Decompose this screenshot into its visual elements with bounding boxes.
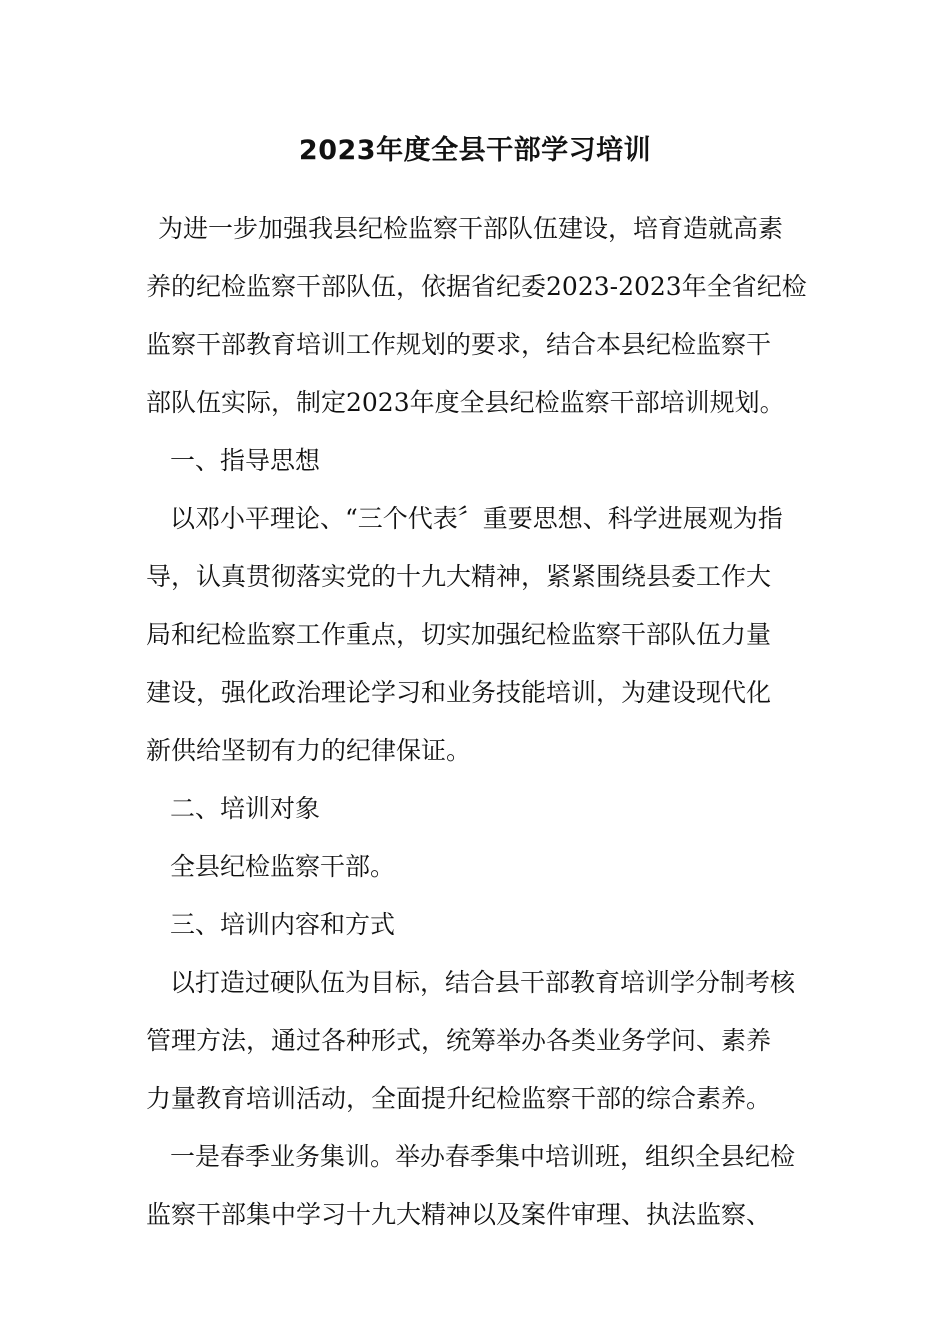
text-line: 管理方法，通过各种形式，统筹举办各类业务学问、素养 [146,1026,772,1055]
text-line: 养的纪检监察干部队伍，依据省纪委2023-2023年全省纪检 [146,272,807,301]
section-heading: 一、指导思想 [170,446,321,475]
text-line: 新供给坚韧有力的纪律保证。 [146,736,472,765]
paragraph-training-targets [146,838,808,896]
document-body [146,200,808,1244]
section-heading-guiding-ideology [146,432,808,490]
text-line: 监察干部教育培训工作规划的要求，结合本县纪检监察干 [146,330,772,359]
text-line: 以打造过硬队伍为目标，结合县干部教育培训学分制考核 [170,968,796,997]
text-line: 导，认真贯彻落实党的十九大精神，紧紧围绕县委工作大 [146,562,772,591]
text-line: 力量教育培训活动，全面提升纪检监察干部的综合素养。 [146,1084,772,1113]
paragraph-spring-training [146,1128,808,1244]
text-line: 为进一步加强我县纪检监察干部队伍建设，培育造就高素 [158,214,784,243]
text-line: 局和纪检监察工作重点，切实加强纪检监察干部队伍力量 [146,620,772,649]
section-heading-training-targets [146,780,808,838]
section-heading: 三、培训内容和方式 [170,910,396,939]
paragraph-intro [146,200,808,432]
text-line: 全县纪检监察干部。 [170,852,396,881]
text-line: 监察干部集中学习十九大精神以及案件审理、执法监察、 [146,1200,772,1229]
section-heading-content-and-methods [146,896,808,954]
section-heading: 二、培训对象 [170,794,321,823]
text-line: 部队伍实际，制定2023年度全县纪检监察干部培训规划。 [146,388,785,417]
text-line: 以邓小平理论、“三个代表〞重要思想、科学进展观为指 [170,504,783,533]
paragraph-content-and-methods [146,954,808,1128]
document-title: 2023年度全县干部学习培训 [298,135,652,166]
text-line: 建设，强化政治理论学习和业务技能培训，为建设现代化 [146,678,772,707]
text-line: 一是春季业务集训。举办春季集中培训班，组织全县纪检 [170,1142,796,1171]
paragraph-guiding-ideology [146,490,808,780]
